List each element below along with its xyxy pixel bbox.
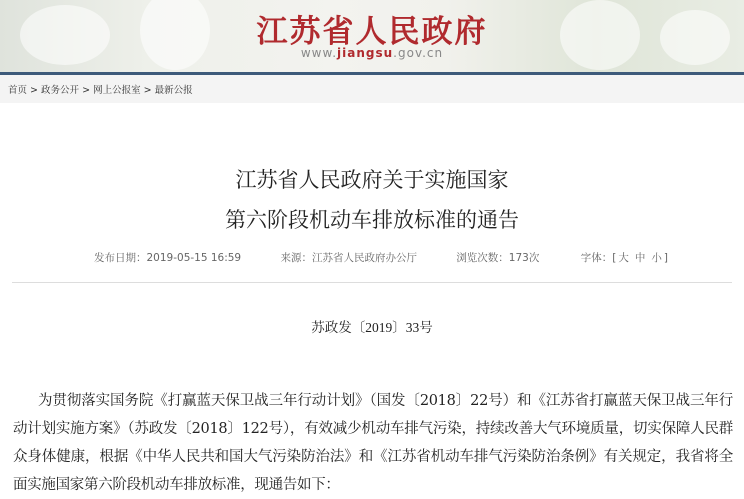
title-line-1: 江苏省人民政府关于实施国家	[235, 168, 509, 192]
site-banner	[0, 0, 744, 72]
document-number: 苏政发〔2019〕33号	[311, 320, 433, 335]
font-size-close: ]	[663, 252, 668, 264]
breadcrumb	[8, 82, 193, 96]
page-title	[0, 160, 744, 240]
breadcrumb-gazette[interactable]: 网上公报室	[93, 85, 141, 96]
url-suffix: .gov.cn	[393, 46, 444, 60]
font-size-medium[interactable]: 中	[634, 252, 646, 264]
font-size-small[interactable]: 小	[651, 252, 662, 264]
breadcrumb-latest[interactable]: 最新公报	[154, 85, 193, 96]
view-count: 浏览次数：173次	[456, 252, 540, 264]
font-size-large[interactable]: 大	[618, 252, 629, 264]
meta-divider	[12, 282, 732, 283]
breadcrumb-sep: >	[143, 85, 152, 96]
breadcrumb-gov-affairs[interactable]: 政务公开	[41, 85, 80, 96]
breadcrumb-sep: >	[30, 85, 39, 96]
breadcrumb-sep: >	[82, 85, 91, 96]
site-logo-title: 江苏省人民政府	[256, 14, 488, 50]
breadcrumb-home[interactable]: 首页	[8, 85, 28, 96]
title-line-2: 第六阶段机动车排放标准的通告	[225, 208, 519, 232]
site-url	[0, 46, 744, 60]
url-domain: jiangsu	[337, 46, 394, 60]
article-meta	[94, 250, 704, 265]
font-size-label: 字体：[	[580, 252, 617, 264]
source: 来源：江苏省人民政府办公厅	[280, 252, 417, 264]
publish-date: 发布日期：2019-05-15 16:59	[94, 252, 242, 264]
url-prefix: www.	[300, 46, 338, 60]
font-size-switcher	[579, 252, 668, 264]
article-paragraph: 为贯彻落实国务院《打赢蓝天保卫战三年行动计划》（国发〔2018〕22号）和《江苏省打赢蓝天保卫战三年行动计划实施方案》（苏政发〔2018〕122号），有效减少机动车排气污染，持续改善大气环境质量，切实保障人民群众身体健康，根据《中华人民共和国大气污染防治法》和《江苏省机动车排气污染防治条例》有关规定，我省将全面实施国家第六阶段机动车排放标准，现通告如下：	[13, 393, 733, 493]
